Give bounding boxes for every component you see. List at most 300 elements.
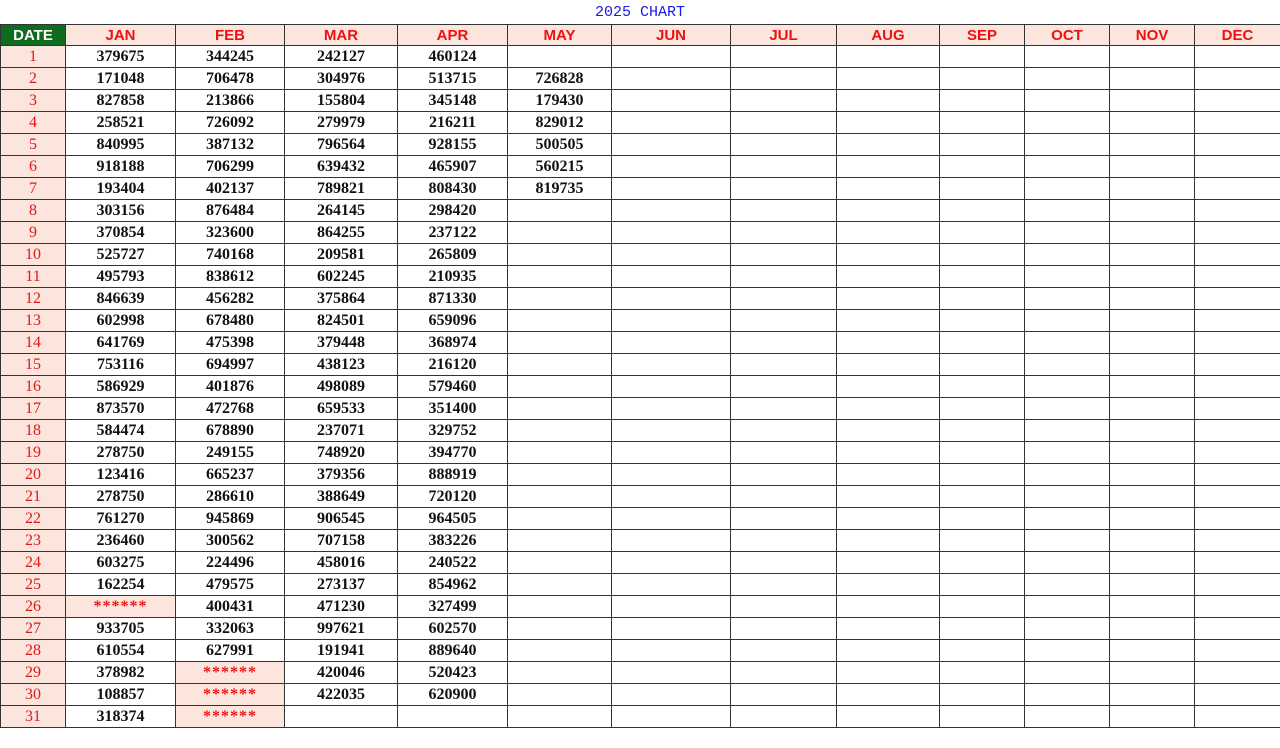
value-cell[interactable] <box>837 90 940 112</box>
value-cell[interactable] <box>1110 222 1195 244</box>
value-cell[interactable] <box>1195 288 1280 310</box>
value-cell[interactable] <box>731 156 837 178</box>
value-cell[interactable] <box>731 112 837 134</box>
value-cell[interactable] <box>1195 508 1280 530</box>
value-cell[interactable] <box>508 574 612 596</box>
value-cell[interactable]: 191941 <box>285 640 398 662</box>
value-cell[interactable]: 864255 <box>285 222 398 244</box>
date-cell[interactable]: 23 <box>1 530 66 552</box>
value-cell[interactable] <box>1110 398 1195 420</box>
value-cell[interactable]: 500505 <box>508 134 612 156</box>
value-cell[interactable] <box>1195 222 1280 244</box>
value-cell[interactable] <box>508 420 612 442</box>
value-cell[interactable] <box>1025 354 1110 376</box>
value-cell[interactable] <box>508 46 612 68</box>
value-cell[interactable] <box>1110 530 1195 552</box>
value-cell[interactable] <box>508 486 612 508</box>
value-cell[interactable]: 209581 <box>285 244 398 266</box>
value-cell[interactable] <box>1195 244 1280 266</box>
value-cell[interactable] <box>731 134 837 156</box>
value-cell[interactable] <box>940 68 1025 90</box>
value-cell[interactable]: 603275 <box>66 552 176 574</box>
value-cell[interactable]: 402137 <box>176 178 285 200</box>
value-cell[interactable]: 286610 <box>176 486 285 508</box>
value-cell[interactable] <box>1195 266 1280 288</box>
value-cell[interactable] <box>508 684 612 706</box>
value-cell[interactable]: 659096 <box>398 310 508 332</box>
value-cell[interactable]: 162254 <box>66 574 176 596</box>
value-cell[interactable] <box>1195 596 1280 618</box>
value-cell[interactable] <box>612 288 731 310</box>
value-cell[interactable] <box>940 706 1025 728</box>
value-cell[interactable] <box>1025 398 1110 420</box>
value-cell[interactable]: 210935 <box>398 266 508 288</box>
column-header-dec[interactable]: DEC <box>1195 25 1280 46</box>
value-cell[interactable]: 224496 <box>176 552 285 574</box>
value-cell[interactable]: 748920 <box>285 442 398 464</box>
date-cell[interactable]: 16 <box>1 376 66 398</box>
value-cell[interactable] <box>731 68 837 90</box>
value-cell[interactable]: 706478 <box>176 68 285 90</box>
value-cell[interactable] <box>731 640 837 662</box>
value-cell[interactable]: 420046 <box>285 662 398 684</box>
value-cell[interactable] <box>612 640 731 662</box>
value-cell[interactable] <box>1110 68 1195 90</box>
value-cell[interactable] <box>1025 508 1110 530</box>
value-cell[interactable] <box>940 200 1025 222</box>
value-cell[interactable] <box>1195 398 1280 420</box>
value-cell[interactable]: 213866 <box>176 90 285 112</box>
value-cell[interactable] <box>1025 68 1110 90</box>
value-cell[interactable] <box>612 420 731 442</box>
value-cell[interactable]: 258521 <box>66 112 176 134</box>
date-cell[interactable]: 7 <box>1 178 66 200</box>
value-cell[interactable] <box>612 68 731 90</box>
value-cell[interactable] <box>940 134 1025 156</box>
value-cell[interactable] <box>612 684 731 706</box>
value-cell[interactable]: 456282 <box>176 288 285 310</box>
value-cell[interactable] <box>731 508 837 530</box>
value-cell[interactable] <box>612 222 731 244</box>
value-cell[interactable] <box>1025 486 1110 508</box>
value-cell[interactable] <box>1110 134 1195 156</box>
value-cell[interactable] <box>1025 376 1110 398</box>
value-cell[interactable]: 602245 <box>285 266 398 288</box>
value-cell[interactable] <box>837 266 940 288</box>
value-cell[interactable]: 513715 <box>398 68 508 90</box>
value-cell[interactable] <box>1110 420 1195 442</box>
value-cell[interactable] <box>508 244 612 266</box>
value-cell[interactable] <box>1025 90 1110 112</box>
value-cell[interactable]: 520423 <box>398 662 508 684</box>
value-cell[interactable]: ****** <box>176 684 285 706</box>
value-cell[interactable]: 304976 <box>285 68 398 90</box>
value-cell[interactable] <box>837 552 940 574</box>
value-cell[interactable] <box>508 354 612 376</box>
value-cell[interactable] <box>940 46 1025 68</box>
value-cell[interactable] <box>398 706 508 728</box>
value-cell[interactable] <box>1025 530 1110 552</box>
value-cell[interactable] <box>1195 552 1280 574</box>
column-header-jun[interactable]: JUN <box>612 25 731 46</box>
value-cell[interactable]: 388649 <box>285 486 398 508</box>
value-cell[interactable] <box>1195 68 1280 90</box>
value-cell[interactable] <box>1110 662 1195 684</box>
column-header-jan[interactable]: JAN <box>66 25 176 46</box>
value-cell[interactable] <box>508 640 612 662</box>
value-cell[interactable] <box>508 376 612 398</box>
value-cell[interactable] <box>1110 684 1195 706</box>
value-cell[interactable] <box>1195 640 1280 662</box>
value-cell[interactable]: 498089 <box>285 376 398 398</box>
value-cell[interactable] <box>612 706 731 728</box>
value-cell[interactable] <box>731 552 837 574</box>
value-cell[interactable] <box>837 112 940 134</box>
value-cell[interactable] <box>940 684 1025 706</box>
value-cell[interactable] <box>731 574 837 596</box>
value-cell[interactable] <box>731 244 837 266</box>
value-cell[interactable] <box>1195 156 1280 178</box>
value-cell[interactable] <box>508 596 612 618</box>
value-cell[interactable] <box>940 420 1025 442</box>
value-cell[interactable] <box>1110 640 1195 662</box>
value-cell[interactable] <box>837 640 940 662</box>
value-cell[interactable] <box>612 618 731 640</box>
value-cell[interactable] <box>1110 442 1195 464</box>
value-cell[interactable] <box>612 376 731 398</box>
value-cell[interactable]: 789821 <box>285 178 398 200</box>
value-cell[interactable]: 639432 <box>285 156 398 178</box>
value-cell[interactable] <box>1195 618 1280 640</box>
value-cell[interactable]: 383226 <box>398 530 508 552</box>
value-cell[interactable]: 472768 <box>176 398 285 420</box>
value-cell[interactable]: 216120 <box>398 354 508 376</box>
value-cell[interactable] <box>731 200 837 222</box>
value-cell[interactable] <box>1025 46 1110 68</box>
value-cell[interactable] <box>508 222 612 244</box>
value-cell[interactable]: ****** <box>176 662 285 684</box>
value-cell[interactable] <box>612 464 731 486</box>
value-cell[interactable] <box>731 684 837 706</box>
value-cell[interactable]: 479575 <box>176 574 285 596</box>
value-cell[interactable] <box>612 354 731 376</box>
value-cell[interactable] <box>612 332 731 354</box>
value-cell[interactable] <box>1025 244 1110 266</box>
value-cell[interactable] <box>612 178 731 200</box>
value-cell[interactable] <box>837 420 940 442</box>
value-cell[interactable]: 332063 <box>176 618 285 640</box>
value-cell[interactable] <box>1110 112 1195 134</box>
value-cell[interactable] <box>1110 266 1195 288</box>
value-cell[interactable] <box>837 310 940 332</box>
value-cell[interactable]: ****** <box>66 596 176 618</box>
value-cell[interactable] <box>1025 112 1110 134</box>
value-cell[interactable] <box>612 574 731 596</box>
value-cell[interactable]: 379356 <box>285 464 398 486</box>
value-cell[interactable]: 659533 <box>285 398 398 420</box>
value-cell[interactable] <box>731 332 837 354</box>
value-cell[interactable]: 579460 <box>398 376 508 398</box>
value-cell[interactable] <box>1025 464 1110 486</box>
value-cell[interactable] <box>508 266 612 288</box>
date-cell[interactable]: 25 <box>1 574 66 596</box>
value-cell[interactable]: 471230 <box>285 596 398 618</box>
value-cell[interactable] <box>940 156 1025 178</box>
date-cell[interactable]: 20 <box>1 464 66 486</box>
value-cell[interactable] <box>612 244 731 266</box>
value-cell[interactable] <box>612 200 731 222</box>
value-cell[interactable]: 278750 <box>66 486 176 508</box>
value-cell[interactable]: ****** <box>176 706 285 728</box>
date-cell[interactable]: 18 <box>1 420 66 442</box>
value-cell[interactable] <box>612 112 731 134</box>
value-cell[interactable] <box>940 288 1025 310</box>
value-cell[interactable] <box>837 684 940 706</box>
date-cell[interactable]: 3 <box>1 90 66 112</box>
value-cell[interactable] <box>1195 442 1280 464</box>
value-cell[interactable]: 458016 <box>285 552 398 574</box>
value-cell[interactable] <box>1110 596 1195 618</box>
value-cell[interactable] <box>940 640 1025 662</box>
value-cell[interactable] <box>1195 178 1280 200</box>
value-cell[interactable] <box>837 222 940 244</box>
value-cell[interactable]: 378982 <box>66 662 176 684</box>
value-cell[interactable]: 560215 <box>508 156 612 178</box>
column-header-nov[interactable]: NOV <box>1110 25 1195 46</box>
value-cell[interactable] <box>940 552 1025 574</box>
value-cell[interactable]: 889640 <box>398 640 508 662</box>
value-cell[interactable] <box>731 618 837 640</box>
value-cell[interactable] <box>1025 310 1110 332</box>
date-cell[interactable]: 5 <box>1 134 66 156</box>
value-cell[interactable] <box>1025 706 1110 728</box>
value-cell[interactable]: 278750 <box>66 442 176 464</box>
date-cell[interactable]: 14 <box>1 332 66 354</box>
value-cell[interactable]: 379448 <box>285 332 398 354</box>
value-cell[interactable] <box>731 90 837 112</box>
column-header-aug[interactable]: AUG <box>837 25 940 46</box>
value-cell[interactable]: 264145 <box>285 200 398 222</box>
value-cell[interactable]: 871330 <box>398 288 508 310</box>
value-cell[interactable] <box>612 46 731 68</box>
value-cell[interactable] <box>940 266 1025 288</box>
value-cell[interactable] <box>1110 244 1195 266</box>
value-cell[interactable] <box>731 662 837 684</box>
value-cell[interactable] <box>837 376 940 398</box>
value-cell[interactable]: 726092 <box>176 112 285 134</box>
value-cell[interactable] <box>837 178 940 200</box>
value-cell[interactable] <box>731 310 837 332</box>
value-cell[interactable] <box>731 486 837 508</box>
value-cell[interactable]: 368974 <box>398 332 508 354</box>
value-cell[interactable] <box>1195 376 1280 398</box>
value-cell[interactable] <box>1195 134 1280 156</box>
date-cell[interactable]: 27 <box>1 618 66 640</box>
value-cell[interactable] <box>837 596 940 618</box>
value-cell[interactable] <box>1195 574 1280 596</box>
value-cell[interactable]: 329752 <box>398 420 508 442</box>
value-cell[interactable] <box>731 464 837 486</box>
value-cell[interactable]: 179430 <box>508 90 612 112</box>
value-cell[interactable] <box>612 508 731 530</box>
value-cell[interactable] <box>612 552 731 574</box>
value-cell[interactable] <box>1110 574 1195 596</box>
value-cell[interactable]: 236460 <box>66 530 176 552</box>
value-cell[interactable] <box>731 354 837 376</box>
value-cell[interactable]: 237071 <box>285 420 398 442</box>
value-cell[interactable]: 678890 <box>176 420 285 442</box>
date-cell[interactable]: 24 <box>1 552 66 574</box>
value-cell[interactable]: 155804 <box>285 90 398 112</box>
value-cell[interactable]: 525727 <box>66 244 176 266</box>
value-cell[interactable]: 840995 <box>66 134 176 156</box>
value-cell[interactable] <box>731 706 837 728</box>
value-cell[interactable] <box>837 200 940 222</box>
value-cell[interactable] <box>508 662 612 684</box>
value-cell[interactable] <box>612 156 731 178</box>
value-cell[interactable] <box>731 596 837 618</box>
value-cell[interactable] <box>612 398 731 420</box>
value-cell[interactable] <box>837 662 940 684</box>
value-cell[interactable] <box>731 442 837 464</box>
value-cell[interactable] <box>612 266 731 288</box>
value-cell[interactable]: 918188 <box>66 156 176 178</box>
value-cell[interactable] <box>1025 288 1110 310</box>
column-header-jul[interactable]: JUL <box>731 25 837 46</box>
date-cell[interactable]: 4 <box>1 112 66 134</box>
value-cell[interactable]: 438123 <box>285 354 398 376</box>
value-cell[interactable] <box>1025 420 1110 442</box>
value-cell[interactable] <box>1110 310 1195 332</box>
value-cell[interactable] <box>1110 508 1195 530</box>
value-cell[interactable] <box>837 706 940 728</box>
value-cell[interactable] <box>731 398 837 420</box>
date-cell[interactable]: 10 <box>1 244 66 266</box>
value-cell[interactable] <box>731 288 837 310</box>
value-cell[interactable] <box>1110 486 1195 508</box>
value-cell[interactable] <box>731 420 837 442</box>
value-cell[interactable]: 265809 <box>398 244 508 266</box>
date-cell[interactable]: 19 <box>1 442 66 464</box>
value-cell[interactable]: 323600 <box>176 222 285 244</box>
date-cell[interactable]: 29 <box>1 662 66 684</box>
value-cell[interactable] <box>837 244 940 266</box>
value-cell[interactable] <box>508 288 612 310</box>
value-cell[interactable] <box>940 596 1025 618</box>
date-cell[interactable]: 9 <box>1 222 66 244</box>
value-cell[interactable] <box>1025 266 1110 288</box>
value-cell[interactable] <box>1195 420 1280 442</box>
value-cell[interactable]: 706299 <box>176 156 285 178</box>
value-cell[interactable] <box>508 200 612 222</box>
value-cell[interactable] <box>1195 332 1280 354</box>
value-cell[interactable] <box>1195 90 1280 112</box>
value-cell[interactable]: 584474 <box>66 420 176 442</box>
value-cell[interactable] <box>1110 354 1195 376</box>
value-cell[interactable] <box>837 574 940 596</box>
value-cell[interactable]: 808430 <box>398 178 508 200</box>
date-cell[interactable]: 8 <box>1 200 66 222</box>
date-cell[interactable]: 26 <box>1 596 66 618</box>
value-cell[interactable] <box>1025 640 1110 662</box>
value-cell[interactable] <box>1025 684 1110 706</box>
value-cell[interactable]: 344245 <box>176 46 285 68</box>
value-cell[interactable]: 964505 <box>398 508 508 530</box>
value-cell[interactable] <box>940 508 1025 530</box>
date-cell[interactable]: 28 <box>1 640 66 662</box>
value-cell[interactable]: 906545 <box>285 508 398 530</box>
value-cell[interactable]: 602570 <box>398 618 508 640</box>
value-cell[interactable]: 876484 <box>176 200 285 222</box>
date-cell[interactable]: 1 <box>1 46 66 68</box>
value-cell[interactable] <box>731 178 837 200</box>
value-cell[interactable] <box>1110 618 1195 640</box>
value-cell[interactable] <box>1025 222 1110 244</box>
value-cell[interactable] <box>1195 112 1280 134</box>
value-cell[interactable]: 298420 <box>398 200 508 222</box>
value-cell[interactable] <box>837 46 940 68</box>
value-cell[interactable] <box>1025 200 1110 222</box>
value-cell[interactable] <box>612 486 731 508</box>
value-cell[interactable] <box>1110 200 1195 222</box>
value-cell[interactable]: 827858 <box>66 90 176 112</box>
value-cell[interactable]: 303156 <box>66 200 176 222</box>
value-cell[interactable]: 394770 <box>398 442 508 464</box>
value-cell[interactable] <box>612 134 731 156</box>
value-cell[interactable] <box>940 574 1025 596</box>
value-cell[interactable]: 740168 <box>176 244 285 266</box>
value-cell[interactable]: 495793 <box>66 266 176 288</box>
value-cell[interactable] <box>508 442 612 464</box>
value-cell[interactable] <box>508 310 612 332</box>
value-cell[interactable] <box>508 398 612 420</box>
value-cell[interactable] <box>508 706 612 728</box>
date-cell[interactable]: 13 <box>1 310 66 332</box>
value-cell[interactable] <box>1195 486 1280 508</box>
value-cell[interactable]: 602998 <box>66 310 176 332</box>
value-cell[interactable]: 854962 <box>398 574 508 596</box>
value-cell[interactable] <box>940 442 1025 464</box>
value-cell[interactable]: 318374 <box>66 706 176 728</box>
value-cell[interactable] <box>612 442 731 464</box>
value-cell[interactable]: 108857 <box>66 684 176 706</box>
value-cell[interactable] <box>1025 662 1110 684</box>
value-cell[interactable]: 193404 <box>66 178 176 200</box>
value-cell[interactable] <box>1025 332 1110 354</box>
value-cell[interactable] <box>508 332 612 354</box>
column-header-apr[interactable]: APR <box>398 25 508 46</box>
value-cell[interactable]: 279979 <box>285 112 398 134</box>
value-cell[interactable]: 460124 <box>398 46 508 68</box>
value-cell[interactable] <box>1195 46 1280 68</box>
date-cell[interactable]: 11 <box>1 266 66 288</box>
value-cell[interactable] <box>1025 552 1110 574</box>
value-cell[interactable] <box>837 134 940 156</box>
value-cell[interactable] <box>1195 662 1280 684</box>
value-cell[interactable] <box>837 508 940 530</box>
value-cell[interactable] <box>1025 442 1110 464</box>
value-cell[interactable]: 242127 <box>285 46 398 68</box>
value-cell[interactable] <box>731 376 837 398</box>
value-cell[interactable] <box>837 486 940 508</box>
value-cell[interactable] <box>940 398 1025 420</box>
value-cell[interactable] <box>940 618 1025 640</box>
column-header-sep[interactable]: SEP <box>940 25 1025 46</box>
value-cell[interactable] <box>731 530 837 552</box>
value-cell[interactable]: 240522 <box>398 552 508 574</box>
value-cell[interactable] <box>731 266 837 288</box>
value-cell[interactable]: 796564 <box>285 134 398 156</box>
